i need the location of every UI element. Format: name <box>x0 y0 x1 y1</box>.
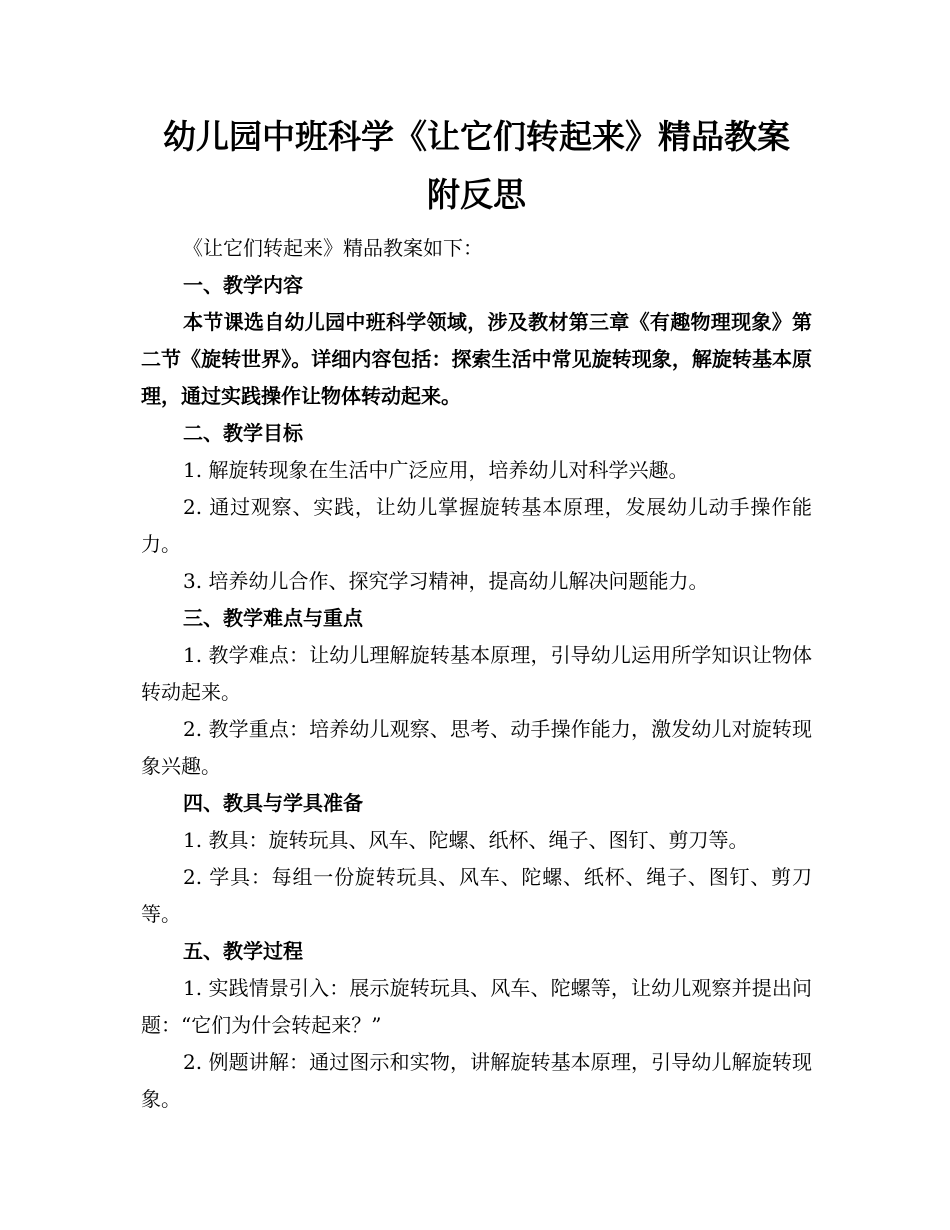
section-heading-process: 五、教学过程 <box>183 939 303 963</box>
intro-paragraph: 《让它们转起来》精品教案如下： <box>183 236 483 260</box>
section-heading-difficulties: 三、教学难点与重点 <box>183 606 363 630</box>
process-item: 1. 实践情景引入：展示旋转玩具、风车、陀螺等，让幼儿观察并提出问题：“它们为什会转起来？” <box>141 976 812 1037</box>
section-heading-materials: 四、教具与学具准备 <box>183 791 363 815</box>
section-heading-objectives: 二、教学目标 <box>183 421 303 445</box>
material-item: 1. 教具：旋转玩具、风车、陀螺、纸杯、绳子、图钉、剪刀等。 <box>183 828 749 852</box>
difficulty-item: 1. 教学难点：让幼儿理解旋转基本原理，引导幼儿运用所学知识让物体转动起来。 <box>141 643 812 704</box>
material-item: 2. 学具：每组一份旋转玩具、风车、陀螺、纸杯、绳子、图钉、剪刀等。 <box>141 865 812 926</box>
objective-item: 2. 通过观察、实践，让幼儿掌握旋转基本原理，发展幼儿动手操作能力。 <box>141 495 812 556</box>
section-heading-content: 一、教学内容 <box>183 273 303 297</box>
process-item: 2. 例题讲解：通过图示和实物，讲解旋转基本原理，引导幼儿解旋转现象。 <box>141 1050 812 1111</box>
objective-item: 3. 培养幼儿合作、探究学习精神，提高幼儿解决问题能力。 <box>183 569 709 593</box>
objective-item: 1. 解旋转现象在生活中广泛应用，培养幼儿对科学兴趣。 <box>183 458 689 482</box>
title-line-2: 附反思 <box>427 175 526 214</box>
document-title <box>141 108 812 224</box>
title-line-1: 幼儿园中班科学《让它们转起来》精品教案 <box>163 117 790 156</box>
difficulty-item: 2. 教学重点：培养幼儿观察、思考、动手操作能力，激发幼儿对旋转现象兴趣。 <box>141 717 812 778</box>
section-content-body: 本节课选自幼儿园中班科学领域，涉及教材第三章《有趣物理现象》第二节《旋转世界》。详细内容包括：探索生活中常见旋转现象，解旋转基本原理，通过实践操作让物体转动起来。 <box>141 310 812 408</box>
